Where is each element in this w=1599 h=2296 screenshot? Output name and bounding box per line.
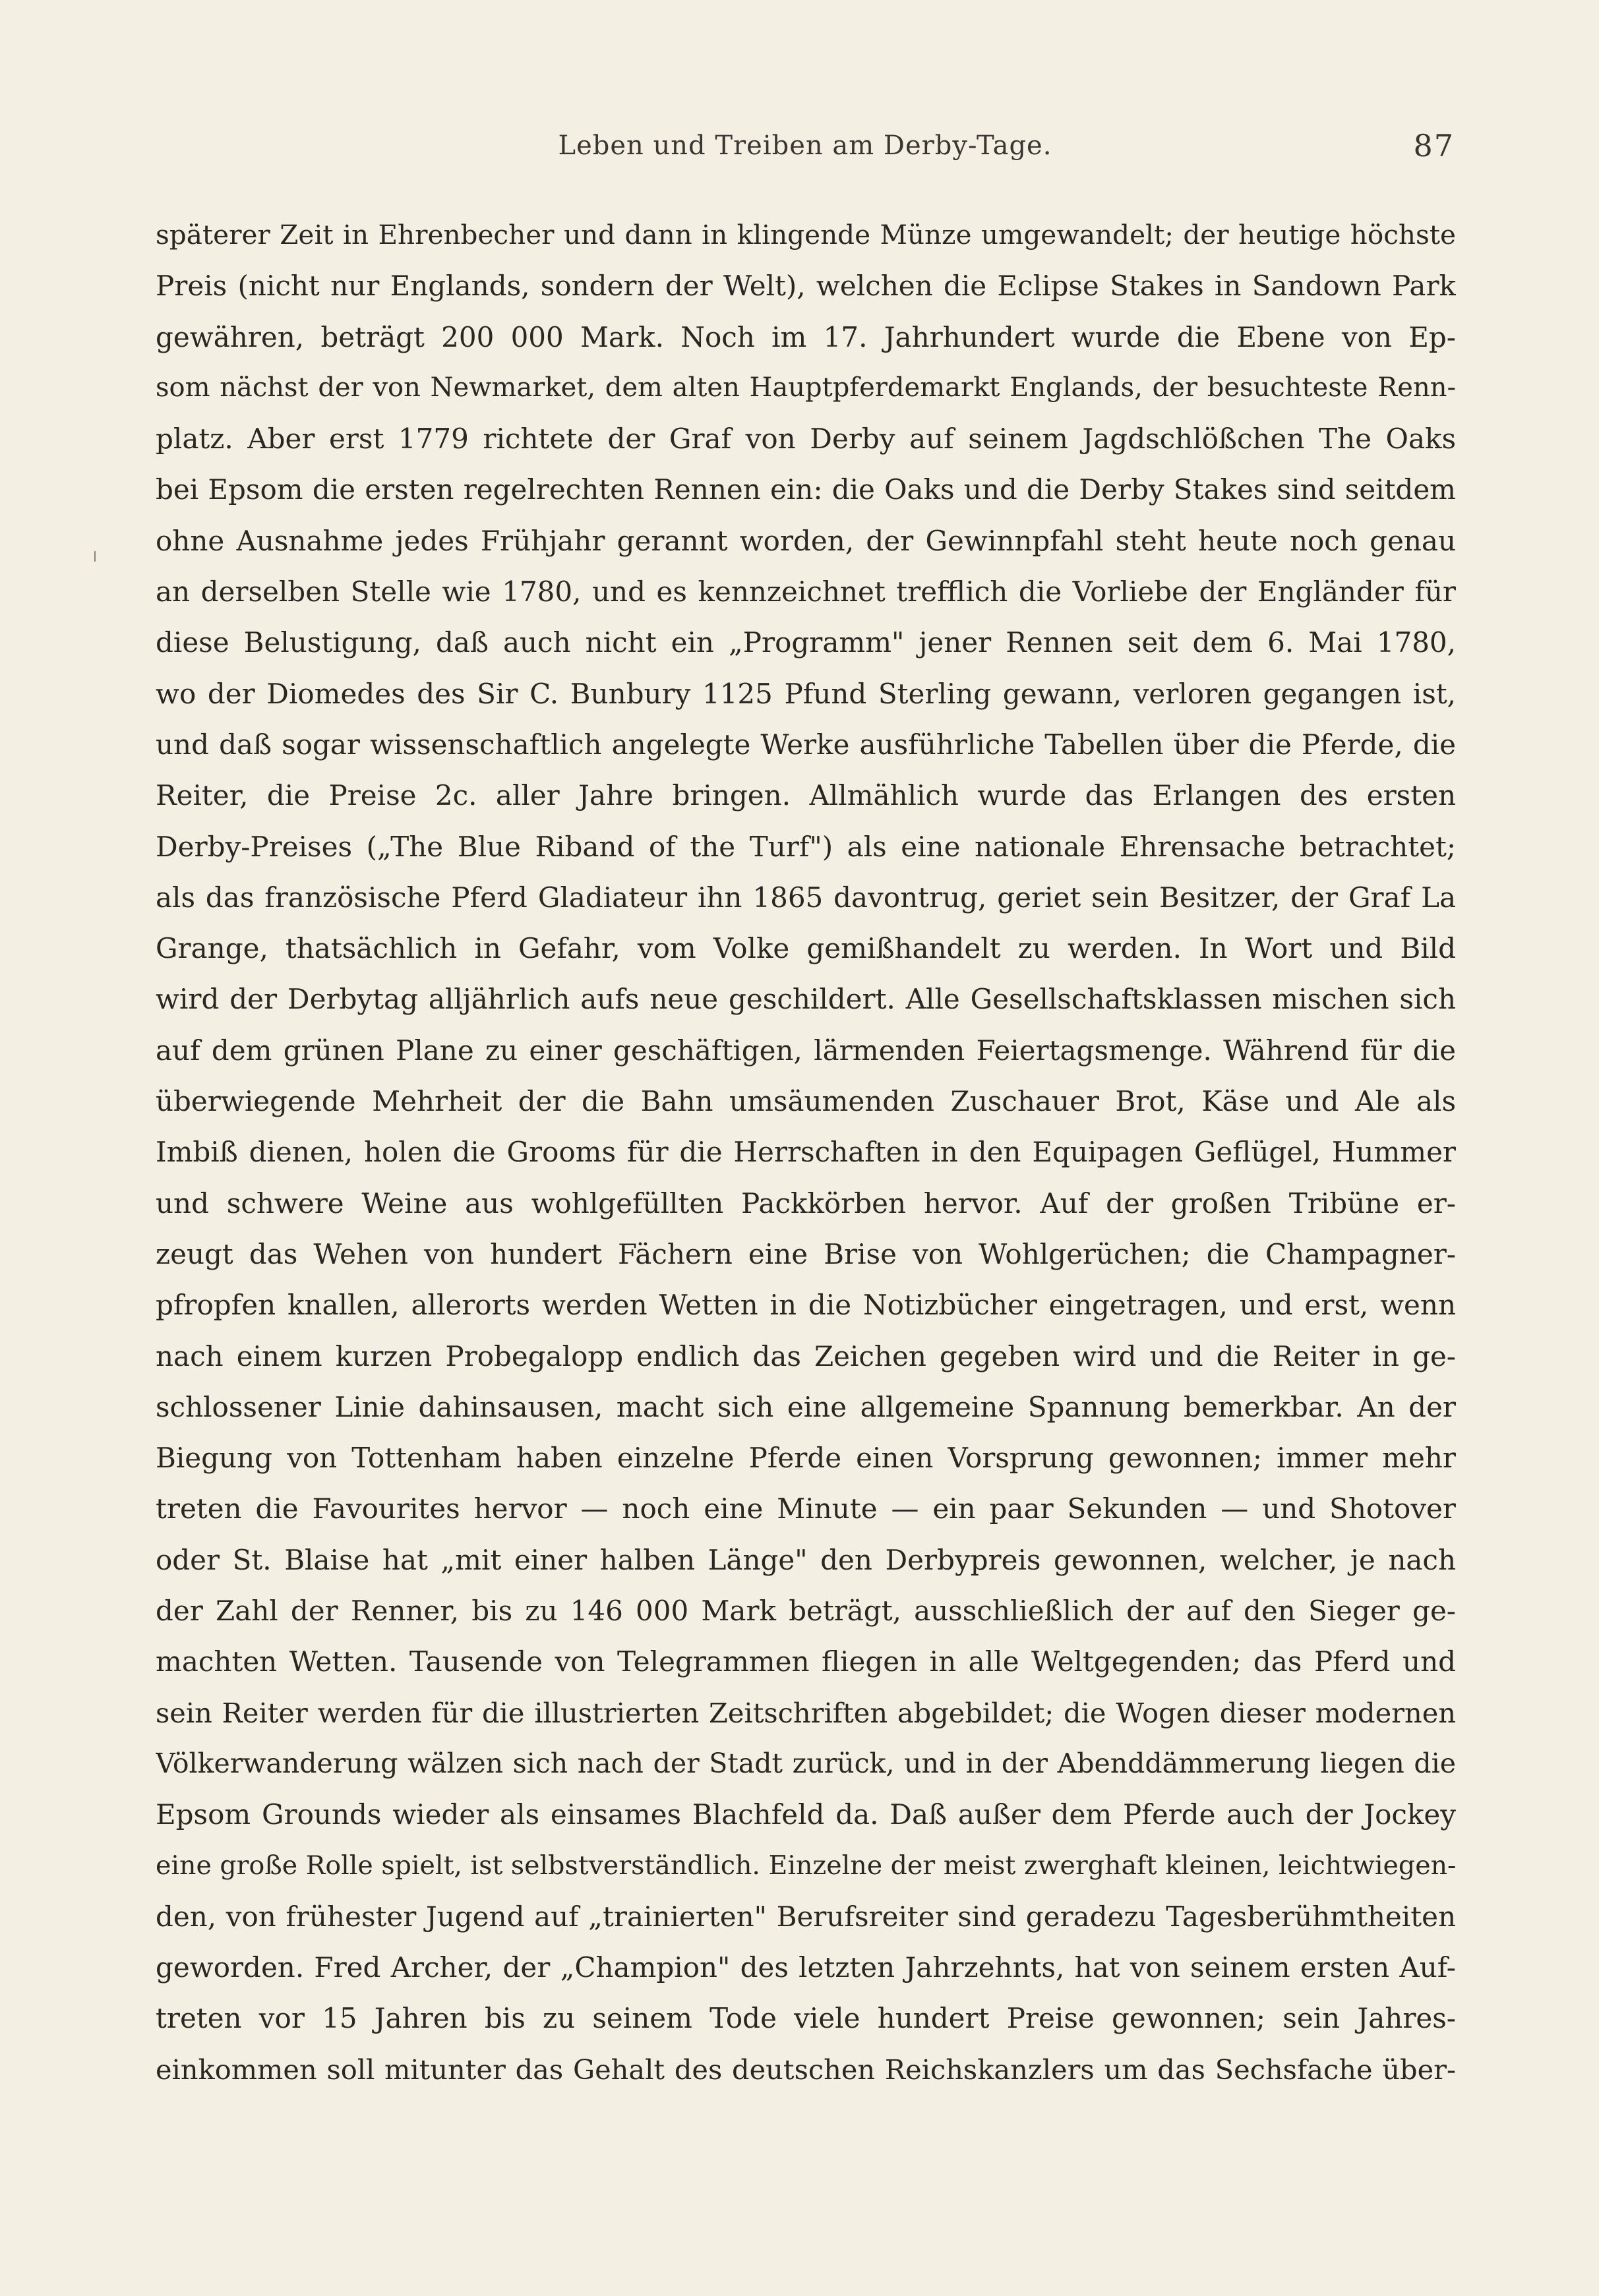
text-line: der Zahl der Renner, bis zu 146 000 Mark beträgt, ausschließlich der auf den Sieger ge- <box>156 1595 1456 1628</box>
text-line: späterer Zeit in Ehrenbecher und dann in klingende Münze umgewandelt; der heutige höchste <box>156 219 1456 250</box>
text-line: wird der Derbytag alljährlich aufs neue geschildert. Alle Gesellschaftsklassen mischen sich <box>156 983 1456 1016</box>
text-line: pfropfen knallen, allerorts werden Wetten in die Notizbücher eingetragen, und erst, wenn <box>156 1289 1456 1322</box>
running-title: Leben und Treiben am Derby-Tage. <box>558 131 1052 161</box>
text-line: Biegung von Tottenham haben einzelne Pferde einen Vorsprung gewonnen; immer mehr <box>156 1442 1456 1475</box>
text-line: Preis (nicht nur Englands, sondern der Welt), welchen die Eclipse Stakes in Sandown Park <box>156 270 1456 303</box>
text-line: diese Belustigung, daß auch nicht ein „Programm" jener Rennen seit dem 6. Mai 1780, <box>156 626 1456 659</box>
text-line: gewähren, beträgt 200 000 Mark. Noch im 17. Jahrhundert wurde die Ebene von Ep- <box>156 320 1456 353</box>
text-line: ohne Ausnahme jedes Frühjahr gerannt worden, der Gewinnpfahl steht heute noch genau <box>156 524 1456 557</box>
text-line: Imbiß dienen, holen die Grooms für die Herrschaften in den Equipagen Geflügel, Hummer <box>156 1136 1456 1169</box>
page-number: 87 <box>1413 128 1455 163</box>
text-line: treten vor 15 Jahren bis zu seinem Tode viele hundert Preise gewonnen; sein Jahres- <box>156 2002 1456 2035</box>
text-line: Völkerwanderung wälzen sich nach der Stadt zurück, und in der Abenddämmerung liegen die <box>156 1747 1456 1779</box>
margin-mark <box>94 551 96 562</box>
text-line: Epsom Grounds wieder als einsames Blachfeld da. Daß außer dem Pferde auch der Jockey <box>156 1798 1456 1831</box>
text-line: und daß sogar wissenschaftlich angelegte Werke ausführliche Tabellen über die Pferde, die <box>156 728 1456 761</box>
body-text <box>156 210 1456 2095</box>
text-line: überwiegende Mehrheit der die Bahn umsäumenden Zuschauer Brot, Käse und Ale als <box>156 1085 1456 1118</box>
text-line: machten Wetten. Tausende von Telegrammen fliegen in alle Weltgegenden; das Pferd und <box>156 1645 1456 1678</box>
text-line: als das französische Pferd Gladiateur ihn 1865 davontrug, geriet sein Besitzer, der Graf La <box>156 881 1456 914</box>
text-line: bei Epsom die ersten regelrechten Rennen ein: die Oaks und die Derby Stakes sind seitdem <box>156 473 1456 506</box>
text-line: platz. Aber erst 1779 richtete der Graf von Derby auf seinem Jagdschlößchen The Oaks <box>156 423 1456 456</box>
text-line: auf dem grünen Plane zu einer geschäftigen, lärmenden Feiertagsmenge. Während für die <box>156 1034 1456 1067</box>
text-line: treten die Favourites hervor — noch eine Minute — ein paar Sekunden — und Shotover <box>156 1492 1456 1525</box>
text-line: sein Reiter werden für die illustrierten Zeitschriften abgebildet; die Wogen dieser modernen <box>156 1696 1456 1729</box>
text-line: den, von frühester Jugend auf „trainierten" Berufsreiter sind geradezu Tagesberühmtheiten <box>156 1900 1456 1933</box>
text-line: geworden. Fred Archer, der „Champion" des letzten Jahrzehnts, hat von seinem ersten Auf- <box>156 1951 1456 1984</box>
text-line: und schwere Weine aus wohlgefüllten Packkörben hervor. Auf der großen Tribüne er- <box>156 1187 1456 1220</box>
page-header <box>156 128 1455 177</box>
text-line: Grange, thatsächlich in Gefahr, vom Volke gemißhandelt zu werden. In Wort und Bild <box>156 932 1456 965</box>
text-line: oder St. Blaise hat „mit einer halben Länge" den Derbypreis gewonnen, welcher, je nach <box>156 1543 1456 1576</box>
text-line: schlossener Linie dahinsausen, macht sich eine allgemeine Spannung bemerkbar. An der <box>156 1390 1456 1423</box>
text-line: nach einem kurzen Probegalopp endlich das Zeichen gegeben wird und die Reiter in ge- <box>156 1339 1456 1372</box>
text-line: Derby-Preises („The Blue Riband of the Turf") als eine nationale Ehrensache betrachtet; <box>156 830 1456 863</box>
text-line: an derselben Stelle wie 1780, und es kennzeichnet trefflich die Vorliebe der Engländer für <box>156 575 1456 608</box>
text-line: som nächst der von Newmarket, dem alten Hauptpferdemarkt Englands, der besuchteste Renn- <box>156 372 1456 403</box>
text-line: Reiter, die Preise 2c. aller Jahre bringen. Allmählich wurde das Erlangen des ersten <box>156 779 1456 812</box>
text-line: wo der Diomedes des Sir C. Bunbury 1125 Pfund Sterling gewann, verloren gegangen ist, <box>156 677 1456 710</box>
text-line: zeugt das Wehen von hundert Fächern eine Brise von Wohlgerüchen; die Champagner- <box>156 1237 1456 1270</box>
text-line: einkommen soll mitunter das Gehalt des deutschen Reichskanzlers um das Sechsfache über- <box>156 2053 1456 2086</box>
text-line: eine große Rolle spielt, ist selbstverständlich. Einzelne der meist zwerghaft kleinen, leichtwiegen- <box>156 1850 1456 1881</box>
